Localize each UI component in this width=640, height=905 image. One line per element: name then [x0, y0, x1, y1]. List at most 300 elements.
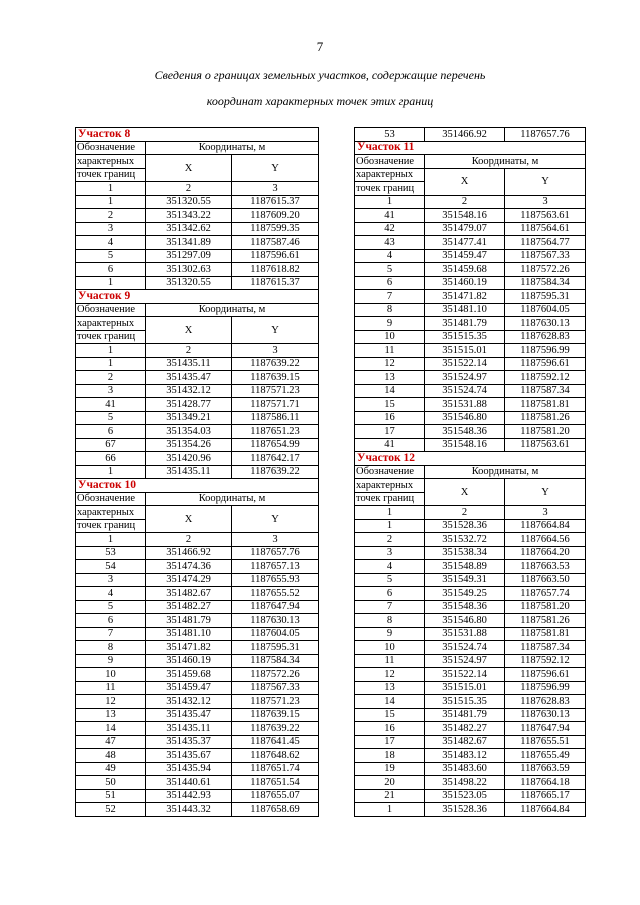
x-coordinate: 351515.35 [425, 330, 505, 344]
table-row [355, 614, 586, 628]
y-coordinate: 1187615.37 [232, 276, 319, 290]
y-coordinate: 1187647.94 [505, 722, 586, 736]
x-coordinate: 351548.89 [425, 560, 505, 574]
section-title: Участок 10 [76, 479, 319, 493]
column-number: 2 [425, 195, 505, 209]
x-coordinate: 351531.88 [425, 627, 505, 641]
designation-header-line-3: точек границ [76, 330, 146, 344]
x-coordinate: 351459.68 [146, 668, 232, 682]
table-row [76, 249, 319, 263]
table-row [76, 236, 319, 250]
table-row [76, 371, 319, 385]
coordinates-header: Координаты, м [146, 141, 319, 155]
table-row [76, 614, 319, 628]
point-id: 2 [76, 371, 146, 385]
column-number: 3 [505, 195, 586, 209]
x-coordinate: 351515.35 [425, 695, 505, 709]
x-coordinate: 351498.22 [425, 776, 505, 790]
table-row [76, 803, 319, 817]
y-coordinate: 1187587.46 [232, 236, 319, 250]
column-number: 2 [146, 533, 232, 547]
y-coordinate: 1187655.52 [232, 587, 319, 601]
table-header-row [355, 168, 586, 182]
point-id: 8 [355, 614, 425, 628]
x-header: X [425, 168, 505, 195]
table-row [355, 384, 586, 398]
point-id: 20 [355, 776, 425, 790]
table-row [355, 749, 586, 763]
column-number: 2 [425, 506, 505, 520]
point-id: 4 [355, 560, 425, 574]
x-coordinate: 351459.47 [146, 681, 232, 695]
x-coordinate: 351440.61 [146, 776, 232, 790]
x-coordinate: 351435.11 [146, 722, 232, 736]
x-header: X [425, 479, 505, 506]
x-coordinate: 351482.67 [146, 587, 232, 601]
y-coordinate: 1187581.20 [505, 425, 586, 439]
y-coordinate: 1187595.31 [505, 290, 586, 304]
point-id: 10 [76, 668, 146, 682]
table-row [355, 708, 586, 722]
y-coordinate: 1187581.20 [505, 600, 586, 614]
x-coordinate: 351477.41 [425, 236, 505, 250]
x-coordinate: 351524.74 [425, 384, 505, 398]
table-row [355, 209, 586, 223]
x-coordinate: 351549.31 [425, 573, 505, 587]
point-id: 3 [76, 222, 146, 236]
point-id: 15 [355, 708, 425, 722]
y-coordinate: 1187655.07 [232, 789, 319, 803]
table-row [76, 735, 319, 749]
table-row [76, 641, 319, 655]
y-coordinate: 1187564.61 [505, 222, 586, 236]
point-id: 17 [355, 735, 425, 749]
point-id: 17 [355, 425, 425, 439]
y-coordinate: 1187639.15 [232, 371, 319, 385]
point-id: 6 [76, 614, 146, 628]
x-coordinate: 351474.29 [146, 573, 232, 587]
point-id: 18 [355, 749, 425, 763]
table-row [76, 762, 319, 776]
column-number: 2 [146, 182, 232, 196]
point-id: 9 [76, 654, 146, 668]
point-id: 51 [76, 789, 146, 803]
table-row [355, 533, 586, 547]
document-title-line-1: Сведения о границах земельных участков, содержащие перечень [154, 68, 486, 82]
y-coordinate: 1187630.13 [505, 317, 586, 331]
y-coordinate: 1187581.81 [505, 627, 586, 641]
point-id: 7 [355, 600, 425, 614]
x-coordinate: 351428.77 [146, 398, 232, 412]
table-row [355, 519, 586, 533]
x-coordinate: 351435.37 [146, 735, 232, 749]
point-id: 53 [355, 128, 425, 142]
x-coordinate: 351546.80 [425, 411, 505, 425]
x-coordinate: 351483.12 [425, 749, 505, 763]
right-column [354, 127, 585, 817]
table-row [76, 546, 319, 560]
y-coordinate: 1187581.26 [505, 614, 586, 628]
x-coordinate: 351524.97 [425, 654, 505, 668]
point-id: 5 [355, 573, 425, 587]
y-coordinate: 1187664.18 [505, 776, 586, 790]
table-row [76, 722, 319, 736]
x-coordinate: 351432.12 [146, 384, 232, 398]
x-coordinate: 351532.72 [425, 533, 505, 547]
point-id: 12 [76, 695, 146, 709]
point-id: 1 [355, 519, 425, 533]
point-id: 42 [355, 222, 425, 236]
point-id: 5 [76, 249, 146, 263]
table-row [355, 668, 586, 682]
y-coordinate: 1187592.12 [505, 371, 586, 385]
point-id: 11 [76, 681, 146, 695]
point-id: 4 [76, 587, 146, 601]
point-id: 16 [355, 411, 425, 425]
point-id: 49 [76, 762, 146, 776]
table-row [355, 681, 586, 695]
table-row [355, 654, 586, 668]
column-number: 1 [355, 506, 425, 520]
table-header-row [76, 317, 319, 331]
y-coordinate: 1187596.61 [505, 357, 586, 371]
table-row [76, 776, 319, 790]
table-header-row [76, 141, 319, 155]
x-coordinate: 351460.19 [425, 276, 505, 290]
table-row [355, 222, 586, 236]
y-coordinate: 1187584.34 [232, 654, 319, 668]
y-coordinate: 1187599.35 [232, 222, 319, 236]
point-id: 14 [355, 384, 425, 398]
x-coordinate: 351443.32 [146, 803, 232, 817]
section-title-row [76, 290, 319, 304]
table-row [76, 411, 319, 425]
table-row [355, 290, 586, 304]
column-number: 3 [232, 344, 319, 358]
point-id: 4 [76, 236, 146, 250]
section-title-row [76, 479, 319, 493]
table-row [355, 560, 586, 574]
document-title-line-2: координат характерных точек этих границ [206, 94, 434, 108]
table-row [76, 425, 319, 439]
column-number-row [355, 195, 586, 209]
x-header: X [146, 317, 232, 344]
x-coordinate: 351320.55 [146, 276, 232, 290]
table-row [355, 573, 586, 587]
right-coordinates-table [354, 127, 586, 817]
x-coordinate: 351531.88 [425, 398, 505, 412]
y-coordinate: 1187655.49 [505, 749, 586, 763]
table-header-row [355, 465, 586, 479]
section-title-row [355, 452, 586, 466]
x-coordinate: 351341.89 [146, 236, 232, 250]
x-coordinate: 351471.82 [146, 641, 232, 655]
table-row [355, 735, 586, 749]
y-coordinate: 1187595.31 [232, 641, 319, 655]
point-id: 41 [355, 438, 425, 452]
designation-header-line-1: Обозначение [76, 303, 146, 317]
y-coordinate: 1187657.74 [505, 587, 586, 601]
y-coordinate: 1187604.05 [232, 627, 319, 641]
point-id: 12 [355, 357, 425, 371]
x-coordinate: 351420.96 [146, 452, 232, 466]
y-coordinate: 1187628.83 [505, 330, 586, 344]
point-id: 3 [76, 573, 146, 587]
table-row [355, 627, 586, 641]
x-coordinate: 351548.36 [425, 425, 505, 439]
point-id: 1 [76, 195, 146, 209]
x-coordinate: 351482.67 [425, 735, 505, 749]
y-coordinate: 1187657.76 [505, 128, 586, 142]
table-row [76, 708, 319, 722]
x-coordinate: 351342.62 [146, 222, 232, 236]
x-coordinate: 351471.82 [425, 290, 505, 304]
section-title: Участок 8 [76, 128, 319, 142]
point-id: 13 [76, 708, 146, 722]
x-coordinate: 351528.36 [425, 519, 505, 533]
y-coordinate: 1187647.94 [232, 600, 319, 614]
y-coordinate: 1187639.15 [232, 708, 319, 722]
y-coordinate: 1187657.76 [232, 546, 319, 560]
y-header: Y [505, 168, 586, 195]
point-id: 15 [355, 398, 425, 412]
x-coordinate: 351297.09 [146, 249, 232, 263]
point-id: 21 [355, 789, 425, 803]
column-number: 3 [505, 506, 586, 520]
table-row [355, 762, 586, 776]
x-coordinate: 351528.36 [425, 803, 505, 817]
y-coordinate: 1187572.26 [232, 668, 319, 682]
x-coordinate: 351546.80 [425, 614, 505, 628]
x-coordinate: 351354.03 [146, 425, 232, 439]
designation-header-line-3: точек границ [76, 168, 146, 182]
column-number: 3 [232, 182, 319, 196]
designation-header-line-3: точек границ [355, 182, 425, 196]
x-header: X [146, 506, 232, 533]
x-coordinate: 351435.11 [146, 465, 232, 479]
table-header-row [76, 492, 319, 506]
column-number-row [76, 344, 319, 358]
point-id: 66 [76, 452, 146, 466]
left-coordinates-table [75, 127, 319, 817]
y-coordinate: 1187587.34 [505, 384, 586, 398]
designation-header-line-3: точек границ [76, 519, 146, 533]
y-coordinate: 1187639.22 [232, 465, 319, 479]
y-coordinate: 1187639.22 [232, 722, 319, 736]
column-number-row [76, 533, 319, 547]
point-id: 16 [355, 722, 425, 736]
designation-header-line-1: Обозначение [355, 155, 425, 169]
y-coordinate: 1187581.81 [505, 398, 586, 412]
point-id: 43 [355, 236, 425, 250]
y-coordinate: 1187596.61 [505, 668, 586, 682]
point-id: 8 [355, 303, 425, 317]
point-id: 52 [76, 803, 146, 817]
table-row [76, 357, 319, 371]
point-id: 13 [355, 371, 425, 385]
y-coordinate: 1187664.20 [505, 546, 586, 560]
point-id: 11 [355, 654, 425, 668]
y-coordinate: 1187571.71 [232, 398, 319, 412]
column-number: 1 [76, 344, 146, 358]
section-title: Участок 9 [76, 290, 319, 304]
table-row [76, 695, 319, 709]
y-coordinate: 1187563.61 [505, 438, 586, 452]
table-row [355, 128, 586, 142]
y-coordinate: 1187654.99 [232, 438, 319, 452]
x-coordinate: 351460.19 [146, 654, 232, 668]
table-row [355, 776, 586, 790]
table-row [355, 438, 586, 452]
table-row [355, 789, 586, 803]
y-coordinate: 1187628.83 [505, 695, 586, 709]
y-coordinate: 1187648.62 [232, 749, 319, 763]
designation-header-line-1: Обозначение [76, 141, 146, 155]
x-coordinate: 351522.14 [425, 668, 505, 682]
y-coordinate: 1187596.99 [505, 344, 586, 358]
y-coordinate: 1187564.77 [505, 236, 586, 250]
y-header: Y [232, 506, 319, 533]
y-coordinate: 1187618.82 [232, 263, 319, 277]
y-header: Y [505, 479, 586, 506]
y-coordinate: 1187572.26 [505, 263, 586, 277]
x-coordinate: 351481.79 [425, 708, 505, 722]
table-header-row [355, 155, 586, 169]
point-id: 9 [355, 317, 425, 331]
table-row [355, 411, 586, 425]
table-row [76, 465, 319, 479]
designation-header-line-2: характерных [76, 317, 146, 331]
table-row [355, 236, 586, 250]
x-coordinate: 351459.47 [425, 249, 505, 263]
table-row [76, 749, 319, 763]
point-id: 1 [355, 803, 425, 817]
x-coordinate: 351548.16 [425, 438, 505, 452]
point-id: 54 [76, 560, 146, 574]
y-coordinate: 1187563.61 [505, 209, 586, 223]
x-coordinate: 351343.22 [146, 209, 232, 223]
y-coordinate: 1187604.05 [505, 303, 586, 317]
coordinates-header: Координаты, м [425, 465, 586, 479]
y-coordinate: 1187655.93 [232, 573, 319, 587]
point-id: 5 [76, 600, 146, 614]
coordinates-header: Координаты, м [146, 492, 319, 506]
x-coordinate: 351435.47 [146, 708, 232, 722]
table-row [355, 303, 586, 317]
y-coordinate: 1187630.13 [505, 708, 586, 722]
section-title-row [76, 128, 319, 142]
x-coordinate: 351481.10 [146, 627, 232, 641]
x-coordinate: 351349.21 [146, 411, 232, 425]
x-coordinate: 351466.92 [146, 546, 232, 560]
x-coordinate: 351435.67 [146, 749, 232, 763]
column-number: 2 [146, 344, 232, 358]
x-coordinate: 351515.01 [425, 681, 505, 695]
x-coordinate: 351442.93 [146, 789, 232, 803]
column-number: 3 [232, 533, 319, 547]
table-row [76, 209, 319, 223]
table-row [355, 722, 586, 736]
y-coordinate: 1187664.84 [505, 803, 586, 817]
x-coordinate: 351483.60 [425, 762, 505, 776]
section-title: Участок 12 [355, 452, 586, 466]
table-row [355, 641, 586, 655]
point-id: 11 [355, 344, 425, 358]
coordinates-header: Координаты, м [425, 155, 586, 169]
table-row [355, 276, 586, 290]
page-number: 7 [316, 39, 324, 54]
table-row [76, 438, 319, 452]
y-coordinate: 1187639.22 [232, 357, 319, 371]
point-id: 1 [76, 276, 146, 290]
table-row [355, 587, 586, 601]
table-row [355, 546, 586, 560]
point-id: 7 [76, 627, 146, 641]
designation-header-line-2: характерных [76, 155, 146, 169]
point-id: 6 [76, 425, 146, 439]
point-id: 12 [355, 668, 425, 682]
x-coordinate: 351479.07 [425, 222, 505, 236]
x-coordinate: 351524.97 [425, 371, 505, 385]
point-id: 2 [76, 209, 146, 223]
point-id: 1 [76, 465, 146, 479]
point-id: 5 [76, 411, 146, 425]
point-id: 5 [355, 263, 425, 277]
designation-header-line-1: Обозначение [355, 465, 425, 479]
y-coordinate: 1187663.50 [505, 573, 586, 587]
y-coordinate: 1187658.69 [232, 803, 319, 817]
y-coordinate: 1187655.51 [505, 735, 586, 749]
table-row [355, 695, 586, 709]
point-id: 8 [76, 641, 146, 655]
table-row [355, 317, 586, 331]
point-id: 13 [355, 681, 425, 695]
section-title-row [355, 141, 586, 155]
column-number: 1 [355, 195, 425, 209]
y-coordinate: 1187651.54 [232, 776, 319, 790]
table-row [355, 249, 586, 263]
point-id: 50 [76, 776, 146, 790]
table-row [355, 371, 586, 385]
column-number: 1 [76, 182, 146, 196]
point-id: 41 [76, 398, 146, 412]
x-coordinate: 351481.79 [146, 614, 232, 628]
table-row [355, 425, 586, 439]
point-id: 9 [355, 627, 425, 641]
x-coordinate: 351474.36 [146, 560, 232, 574]
table-row [355, 357, 586, 371]
designation-header-line-2: характерных [355, 168, 425, 182]
table-header-row [355, 479, 586, 493]
table-row [76, 668, 319, 682]
point-id: 1 [76, 357, 146, 371]
y-coordinate: 1187596.99 [505, 681, 586, 695]
x-coordinate: 351538.34 [425, 546, 505, 560]
table-row [76, 384, 319, 398]
x-coordinate: 351548.16 [425, 209, 505, 223]
table-row [76, 600, 319, 614]
point-id: 7 [355, 290, 425, 304]
x-header: X [146, 155, 232, 182]
table-row [76, 398, 319, 412]
designation-header-line-2: характерных [76, 506, 146, 520]
table-row [355, 330, 586, 344]
x-coordinate: 351548.36 [425, 600, 505, 614]
point-id: 48 [76, 749, 146, 763]
table-row [76, 789, 319, 803]
point-id: 6 [76, 263, 146, 277]
column-number-row [76, 182, 319, 196]
